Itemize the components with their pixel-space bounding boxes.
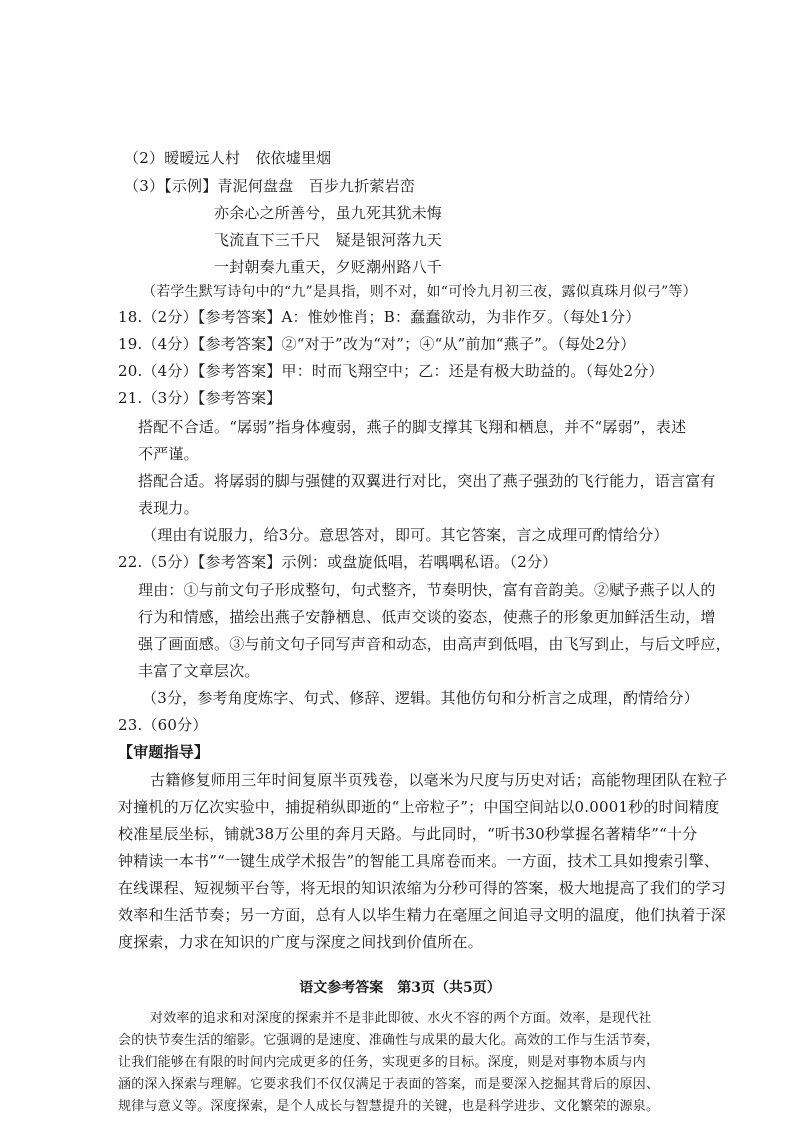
answer-q22-note: （3分，参考角度炼字、句式、修辞、逻辑。其他仿句和分析言之成理，酌情给分） [142,689,699,707]
answer-q20: 20.（4分）【参考答案】甲：时而飞翔空中；乙：还是有极大助益的。（每处2分） [118,362,664,380]
answer-q22-heading: 22.（5分）【参考答案】示例：或盘旋低唱，若喁喁私语。（2分） [118,553,558,571]
answer-q21-text: 表现力。 [138,499,199,517]
answer-q21-note: （理由有说服力，给3分。意思答对，即可。其它答案，言之成理可酌情给分） [142,526,669,544]
answer-q18: 18.（2分）【参考答案】A：惟妙惟肖；B：蠢蠢欲动，为非作歹。（每处1分） [118,308,641,326]
guide-paragraph-text: 让我们能够在有限的时间内完成更多的任务，实现更多的目标。深度，则是对事物本质与内 [118,1055,647,1070]
guide-paragraph-text: 在线课程、短视频平台等，将无垠的知识浓缩为分秒可得的答案，极大地提高了我们的学习 [118,879,727,897]
answer-q19: 19.（4分）【参考答案】②“对于”改为“对”；④“从”前加“燕子”。（每处2分） [118,335,636,353]
poem-q3-line: 一封朝奏九重天，夕贬潮州路八千 [214,258,443,276]
page-footer: 语文参考答案 第3页（共5页） [299,980,501,996]
answer-q21-heading: 21.（3分）【参考答案】 [118,389,282,407]
guide-paragraph-text: 古籍修复师用三年时间复原半页残卷，以毫米为尺度与历史对话；高能物理团队在粒子 [150,771,728,789]
guide-paragraph-text: 会的快节奏生活的缩影。它强调的是速度、准确性与成果的最大化。高效的工作与生活节奏， [118,1033,660,1048]
answer-q22-reason: 行为和情感，描绘出燕子安静栖息、低声交谈的姿态，使燕子的形象更加鲜活生动，增 [138,608,716,626]
answer-q23-heading: 23.（60分） [118,716,208,734]
guide-paragraph-text: 涵的深入探索与理解。它要求我们不仅仅满足于表面的答案，而是要深入挖掘其背后的原因、 [118,1077,660,1092]
guide-paragraph-text: 校准星辰坐标，铺就38万公里的奔月天路。与此同时，“听书30秒掌握名著精华”“十分 [118,825,698,843]
poem-q3-note: （若学生默写诗句中的“九”是具指，则不对，如“可怜九月初三夜，露似真珠月似弓”等） [142,284,697,300]
poem-q3-label: （3）【示例】青泥何盘盘 百步九折萦岩峦 [124,177,416,195]
guide-paragraph-text: 对撞机的万亿次实验中，捕捉稍纵即逝的“上帝粒子”；中国空间站以0.0001秒的时间精度 [118,798,720,816]
review-guide-heading: 【审题指导】 [118,743,210,761]
guide-paragraph-text: 对效率的追求和对深度的探索并不是非此即彼、水火不容的两个方面。效率，是现代社 [150,1011,652,1026]
answer-q22-reason: 理由：①与前文句子形成整句，句式整齐，节奏明快，富有音韵美。②赋予燕子以人的 [138,581,716,599]
answer-q21-text: 搭配不合适。“孱弱”指身体瘦弱，燕子的脚支撑其飞翔和栖息，并不“孱弱”，表述 [138,418,687,436]
guide-paragraph-text: 规律与意义等。深度探索，是个人成长与智慧提升的关键，也是科学进步、文化繁荣的源泉。 [118,1099,660,1114]
answer-q22-reason: 强了画面感。③与前文句子同写声音和动态，由高声到低唱，由飞写到止，与后文呼应， [138,635,731,653]
guide-paragraph-text: 度探索，力求在知识的广度与深度之间找到价值所在。 [118,933,483,951]
answer-q22-reason: 丰富了文章层次。 [138,662,260,680]
guide-paragraph-text: 效率和生活节奏；另一方面，总有人以毕生精力在毫厘之间追寻文明的温度，他们执着于深 [118,906,727,924]
poem-q3-line: 亦余心之所善兮，虽九死其犹未悔 [214,204,443,222]
poem-q2: （2）暧暧远人村 依依墟里烟 [124,149,332,167]
guide-paragraph-text: 钟精读一本书”“一键生成学术报告”的智能工具席卷而来。一方面，技术工具如搜索引擎、 [118,852,720,870]
answer-q21-text: 搭配合适。将孱弱的脚与强健的双翼进行对比，突出了燕子强劲的飞行能力，语言富有 [138,472,716,490]
poem-q3-line: 飞流直下三千尺 疑是银河落九天 [214,231,443,249]
answer-q21-text: 不严谨。 [138,445,199,463]
